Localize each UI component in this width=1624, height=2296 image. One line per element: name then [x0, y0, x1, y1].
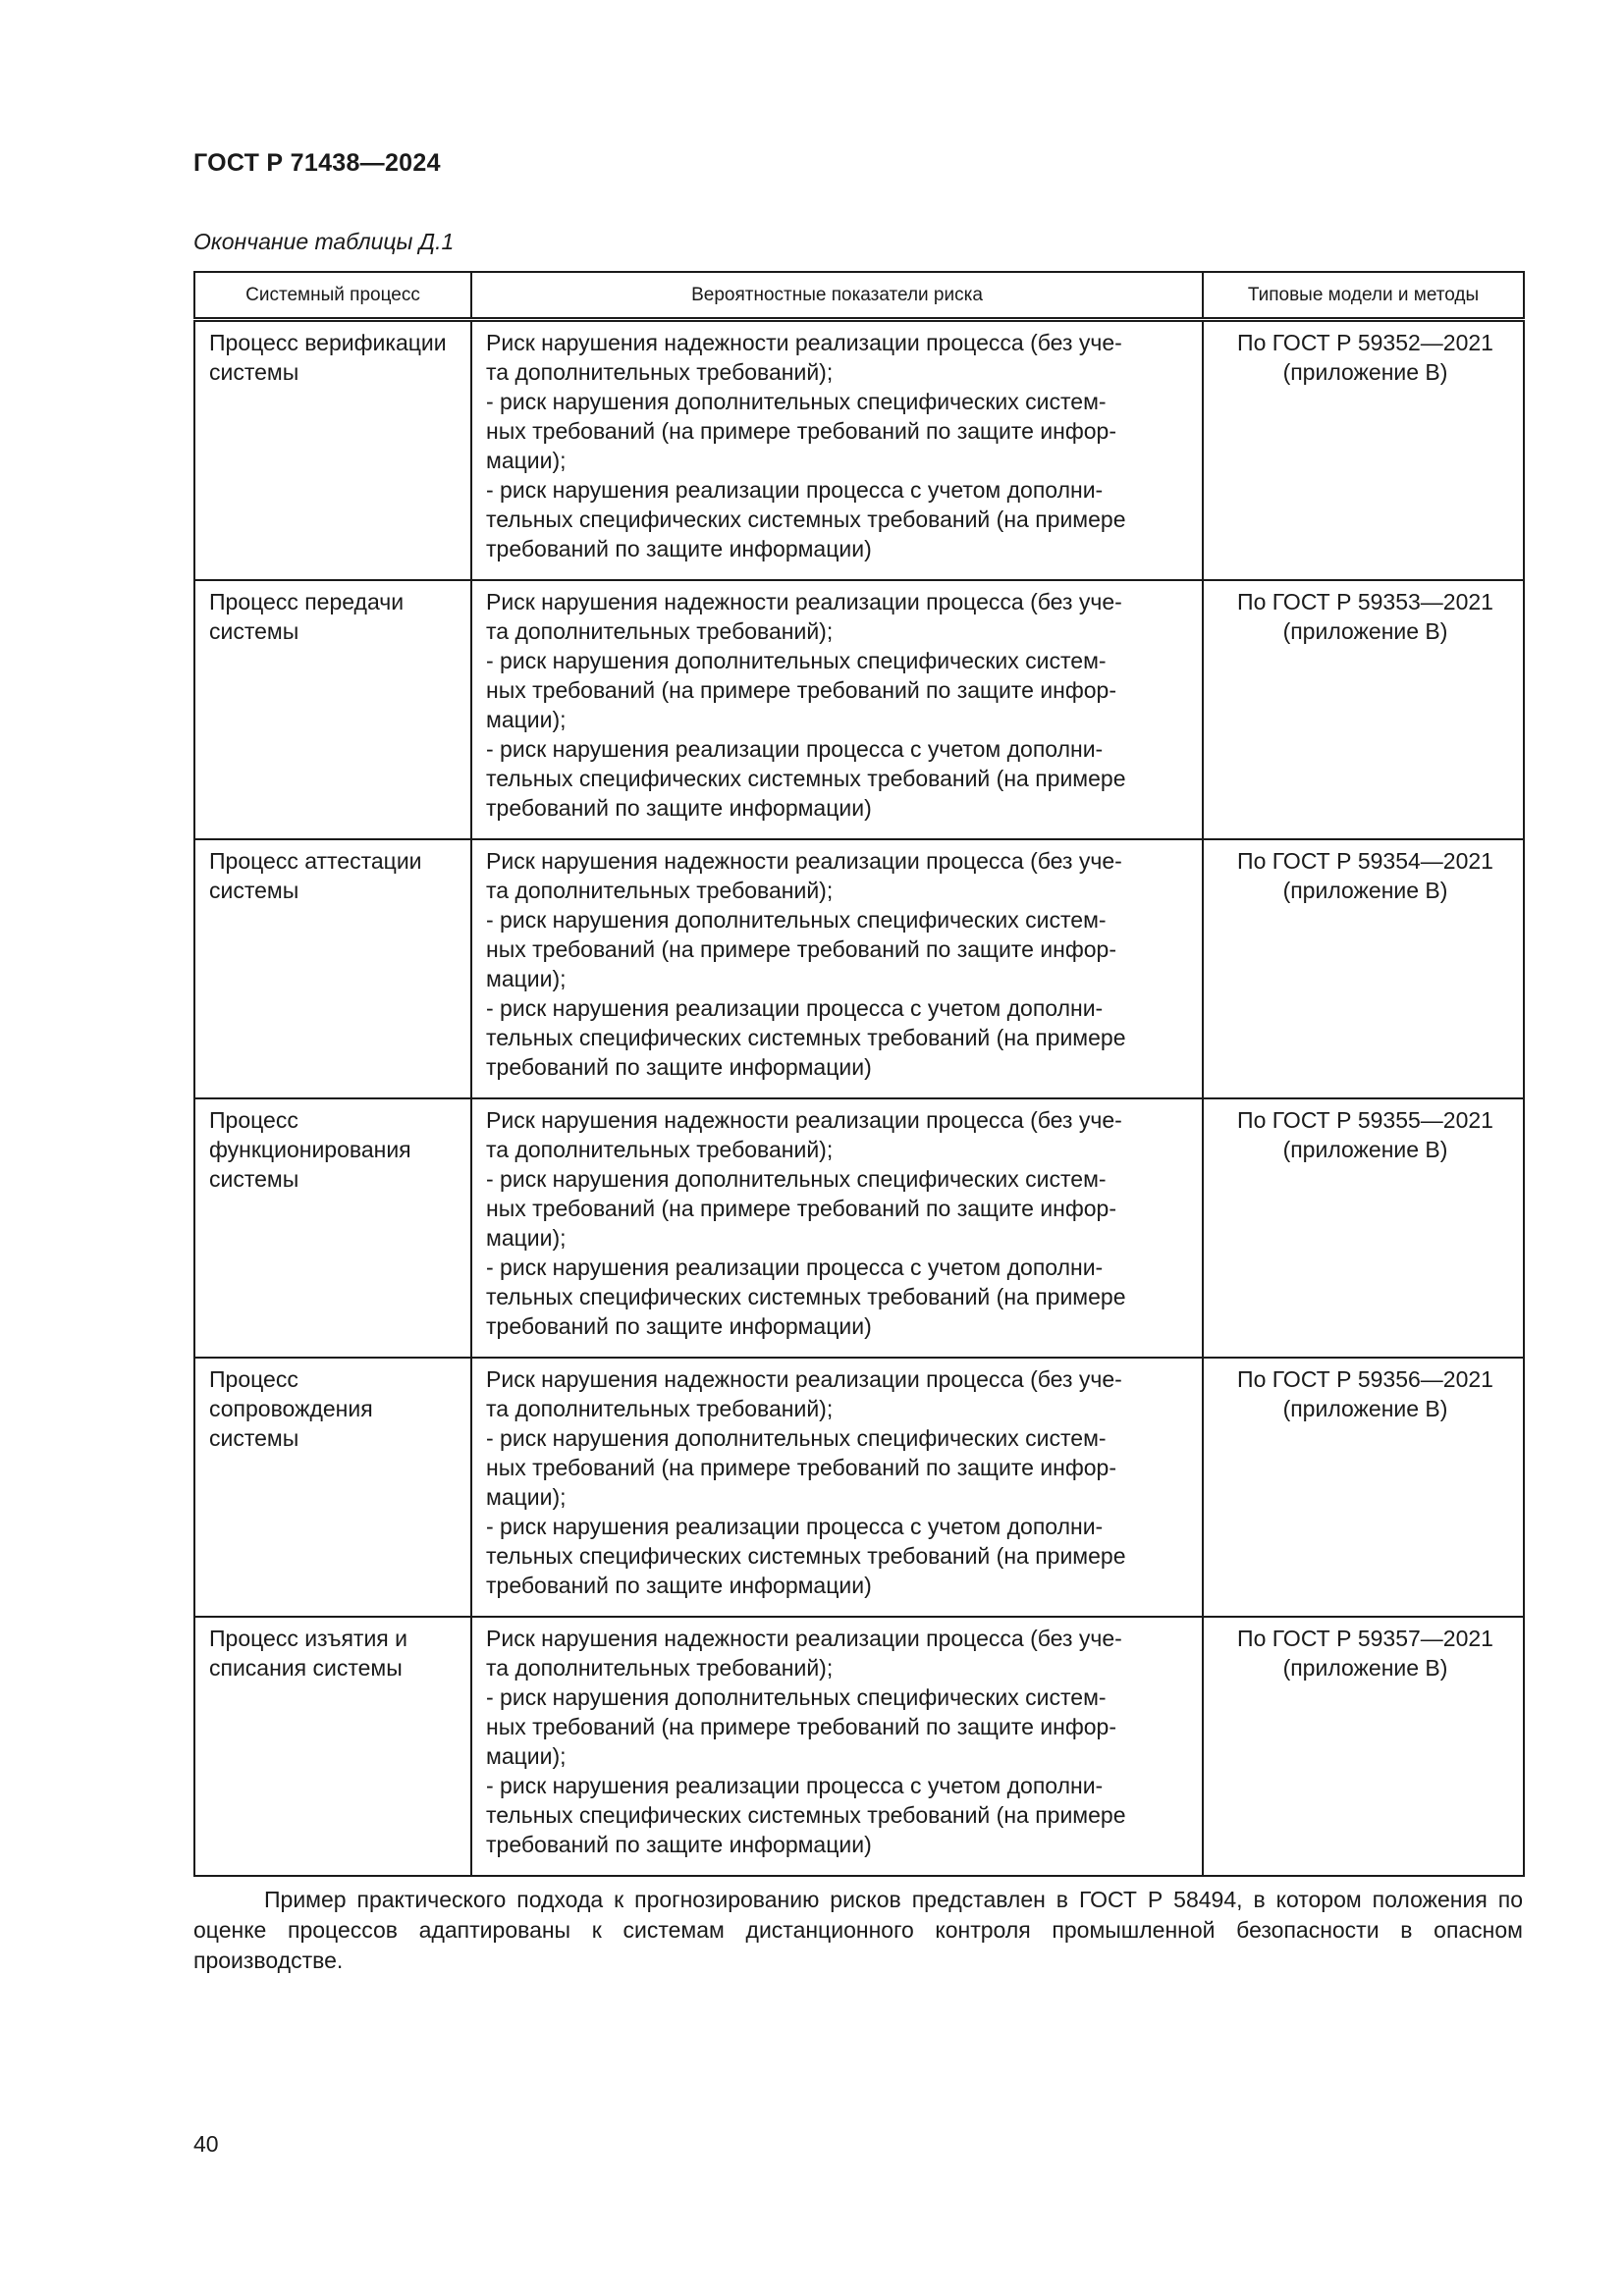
cell-models-methods	[1203, 839, 1524, 1098]
risk-table	[193, 271, 1525, 1877]
risk-indicator-line: требований по защите информации)	[486, 795, 872, 821]
table-row	[194, 1617, 1524, 1876]
risk-indicator-line: мации);	[486, 1225, 567, 1251]
risk-indicator-line: та дополнительных требований);	[486, 878, 834, 903]
method-reference-line: По ГОСТ Р 59355—2021	[1237, 1107, 1493, 1133]
cell-system-process: Процесс функционирования системы	[194, 1098, 471, 1358]
risk-indicator-line: мации);	[486, 1484, 567, 1510]
cell-system-process: Процесс передачи системы	[194, 580, 471, 839]
table-row	[194, 839, 1524, 1098]
risk-indicator-line: Риск нарушения надежности реализации процесса (без уче-	[486, 589, 1122, 614]
risk-indicator-line: тельных специфических системных требований (на примере	[486, 1802, 1126, 1828]
method-reference-line: По ГОСТ Р 59357—2021	[1237, 1626, 1493, 1651]
risk-indicator-line: - риск нарушения дополнительных специфических систем-	[486, 1425, 1107, 1451]
method-reference-line: (приложение В)	[1282, 359, 1448, 385]
cell-models-methods	[1203, 1617, 1524, 1876]
risk-indicator-line: - риск нарушения реализации процесса с учетом дополни-	[486, 736, 1104, 762]
cell-models-methods	[1203, 320, 1524, 581]
risk-indicator-line: ных требований (на примере требований по защите инфор-	[486, 936, 1116, 962]
method-reference-line: По ГОСТ Р 59354—2021	[1237, 848, 1493, 874]
cell-risk-indicators	[471, 320, 1203, 581]
table-body	[194, 320, 1524, 1877]
risk-indicator-line: та дополнительных требований);	[486, 1655, 834, 1681]
risk-indicator-line: та дополнительных требований);	[486, 1137, 834, 1162]
risk-indicator-line: ных требований (на примере требований по защите инфор-	[486, 418, 1116, 444]
cell-system-process: Процесс изъятия и списания системы	[194, 1617, 471, 1876]
risk-indicator-line: та дополнительных требований);	[486, 359, 834, 385]
table-row	[194, 1358, 1524, 1617]
method-reference-line: (приложение В)	[1282, 1137, 1448, 1162]
risk-indicator-line: - риск нарушения дополнительных специфических систем-	[486, 907, 1107, 933]
risk-indicator-line: тельных специфических системных требований (на примере	[486, 1025, 1126, 1050]
risk-indicator-line: тельных специфических системных требований (на примере	[486, 766, 1126, 791]
risk-indicator-line: мации);	[486, 707, 567, 732]
table-header-row	[194, 272, 1524, 320]
cell-risk-indicators	[471, 580, 1203, 839]
page-number: 40	[193, 2131, 219, 2157]
column-header-risk-indicators: Вероятностные показатели риска	[471, 272, 1203, 320]
risk-indicator-line: мации);	[486, 1743, 567, 1769]
cell-risk-indicators	[471, 1098, 1203, 1358]
method-reference-line: По ГОСТ Р 59356—2021	[1237, 1366, 1493, 1392]
table-row	[194, 1098, 1524, 1358]
risk-indicator-line: требований по защите информации)	[486, 536, 872, 561]
risk-indicator-line: тельных специфических системных требований (на примере	[486, 507, 1126, 532]
method-reference-line: (приложение В)	[1282, 878, 1448, 903]
cell-system-process: Процесс верификации системы	[194, 320, 471, 581]
column-header-models-methods: Типовые модели и методы	[1203, 272, 1524, 320]
risk-indicator-line: мации);	[486, 448, 567, 473]
risk-indicator-line: тельных специфических системных требований (на примере	[486, 1543, 1126, 1569]
cell-risk-indicators	[471, 1358, 1203, 1617]
risk-indicator-line: Риск нарушения надежности реализации процесса (без уче-	[486, 1626, 1122, 1651]
method-reference-line: (приложение В)	[1282, 1396, 1448, 1421]
table-caption: Окончание таблицы Д.1	[193, 229, 455, 254]
method-reference-line: По ГОСТ Р 59353—2021	[1237, 589, 1493, 614]
risk-indicator-line: требований по защите информации)	[486, 1313, 872, 1339]
risk-indicator-line: - риск нарушения реализации процесса с учетом дополни-	[486, 477, 1104, 503]
risk-indicator-line: та дополнительных требований);	[486, 618, 834, 644]
risk-indicator-line: ных требований (на примере требований по защите инфор-	[486, 677, 1116, 703]
risk-indicator-line: Риск нарушения надежности реализации процесса (без уче-	[486, 1366, 1122, 1392]
cell-risk-indicators	[471, 1617, 1203, 1876]
column-header-process: Системный процесс	[194, 272, 471, 320]
risk-indicator-line: Риск нарушения надежности реализации процесса (без уче-	[486, 848, 1122, 874]
table-row	[194, 580, 1524, 839]
risk-indicator-line: Риск нарушения надежности реализации процесса (без уче-	[486, 330, 1122, 355]
cell-models-methods	[1203, 580, 1524, 839]
risk-indicator-line: - риск нарушения дополнительных специфических систем-	[486, 389, 1107, 414]
cell-models-methods	[1203, 1358, 1524, 1617]
risk-indicator-line: мации);	[486, 966, 567, 991]
risk-indicator-line: ных требований (на примере требований по защите инфор-	[486, 1455, 1116, 1480]
risk-indicator-line: - риск нарушения дополнительных специфических систем-	[486, 648, 1107, 673]
risk-indicator-line: - риск нарушения реализации процесса с учетом дополни-	[486, 1255, 1104, 1280]
risk-indicator-line: требований по защите информации)	[486, 1573, 872, 1598]
risk-indicator-line: та дополнительных требований);	[486, 1396, 834, 1421]
risk-indicator-line: - риск нарушения реализации процесса с учетом дополни-	[486, 995, 1104, 1021]
table-row	[194, 320, 1524, 581]
method-reference-line: По ГОСТ Р 59352—2021	[1237, 330, 1493, 355]
method-reference-line: (приложение В)	[1282, 618, 1448, 644]
risk-indicator-line: требований по защите информации)	[486, 1054, 872, 1080]
risk-indicator-line: тельных специфических системных требований (на примере	[486, 1284, 1126, 1309]
risk-indicator-line: - риск нарушения реализации процесса с учетом дополни-	[486, 1514, 1104, 1539]
closing-paragraph: Пример практического подхода к прогнозированию рисков представлен в ГОСТ Р 58494, в котором положения по оценке процессов адаптированы к системам дистанционного контроля промышленной безопасности в опасном производстве.	[193, 1887, 1523, 1973]
document-code-header: ГОСТ Р 71438—2024	[193, 149, 441, 177]
risk-indicator-line: - риск нарушения реализации процесса с учетом дополни-	[486, 1773, 1104, 1798]
cell-system-process: Процесс сопровождения системы	[194, 1358, 471, 1617]
risk-indicator-line: ных требований (на примере требований по защите инфор-	[486, 1714, 1116, 1739]
risk-indicator-line: ных требований (на примере требований по защите инфор-	[486, 1196, 1116, 1221]
cell-models-methods	[1203, 1098, 1524, 1358]
risk-indicator-line: Риск нарушения надежности реализации процесса (без уче-	[486, 1107, 1122, 1133]
method-reference-line: (приложение В)	[1282, 1655, 1448, 1681]
risk-indicator-line: требований по защите информации)	[486, 1832, 872, 1857]
cell-system-process: Процесс аттестации системы	[194, 839, 471, 1098]
risk-indicator-line: - риск нарушения дополнительных специфических систем-	[486, 1166, 1107, 1192]
risk-indicator-line: - риск нарушения дополнительных специфических систем-	[486, 1684, 1107, 1710]
cell-risk-indicators	[471, 839, 1203, 1098]
